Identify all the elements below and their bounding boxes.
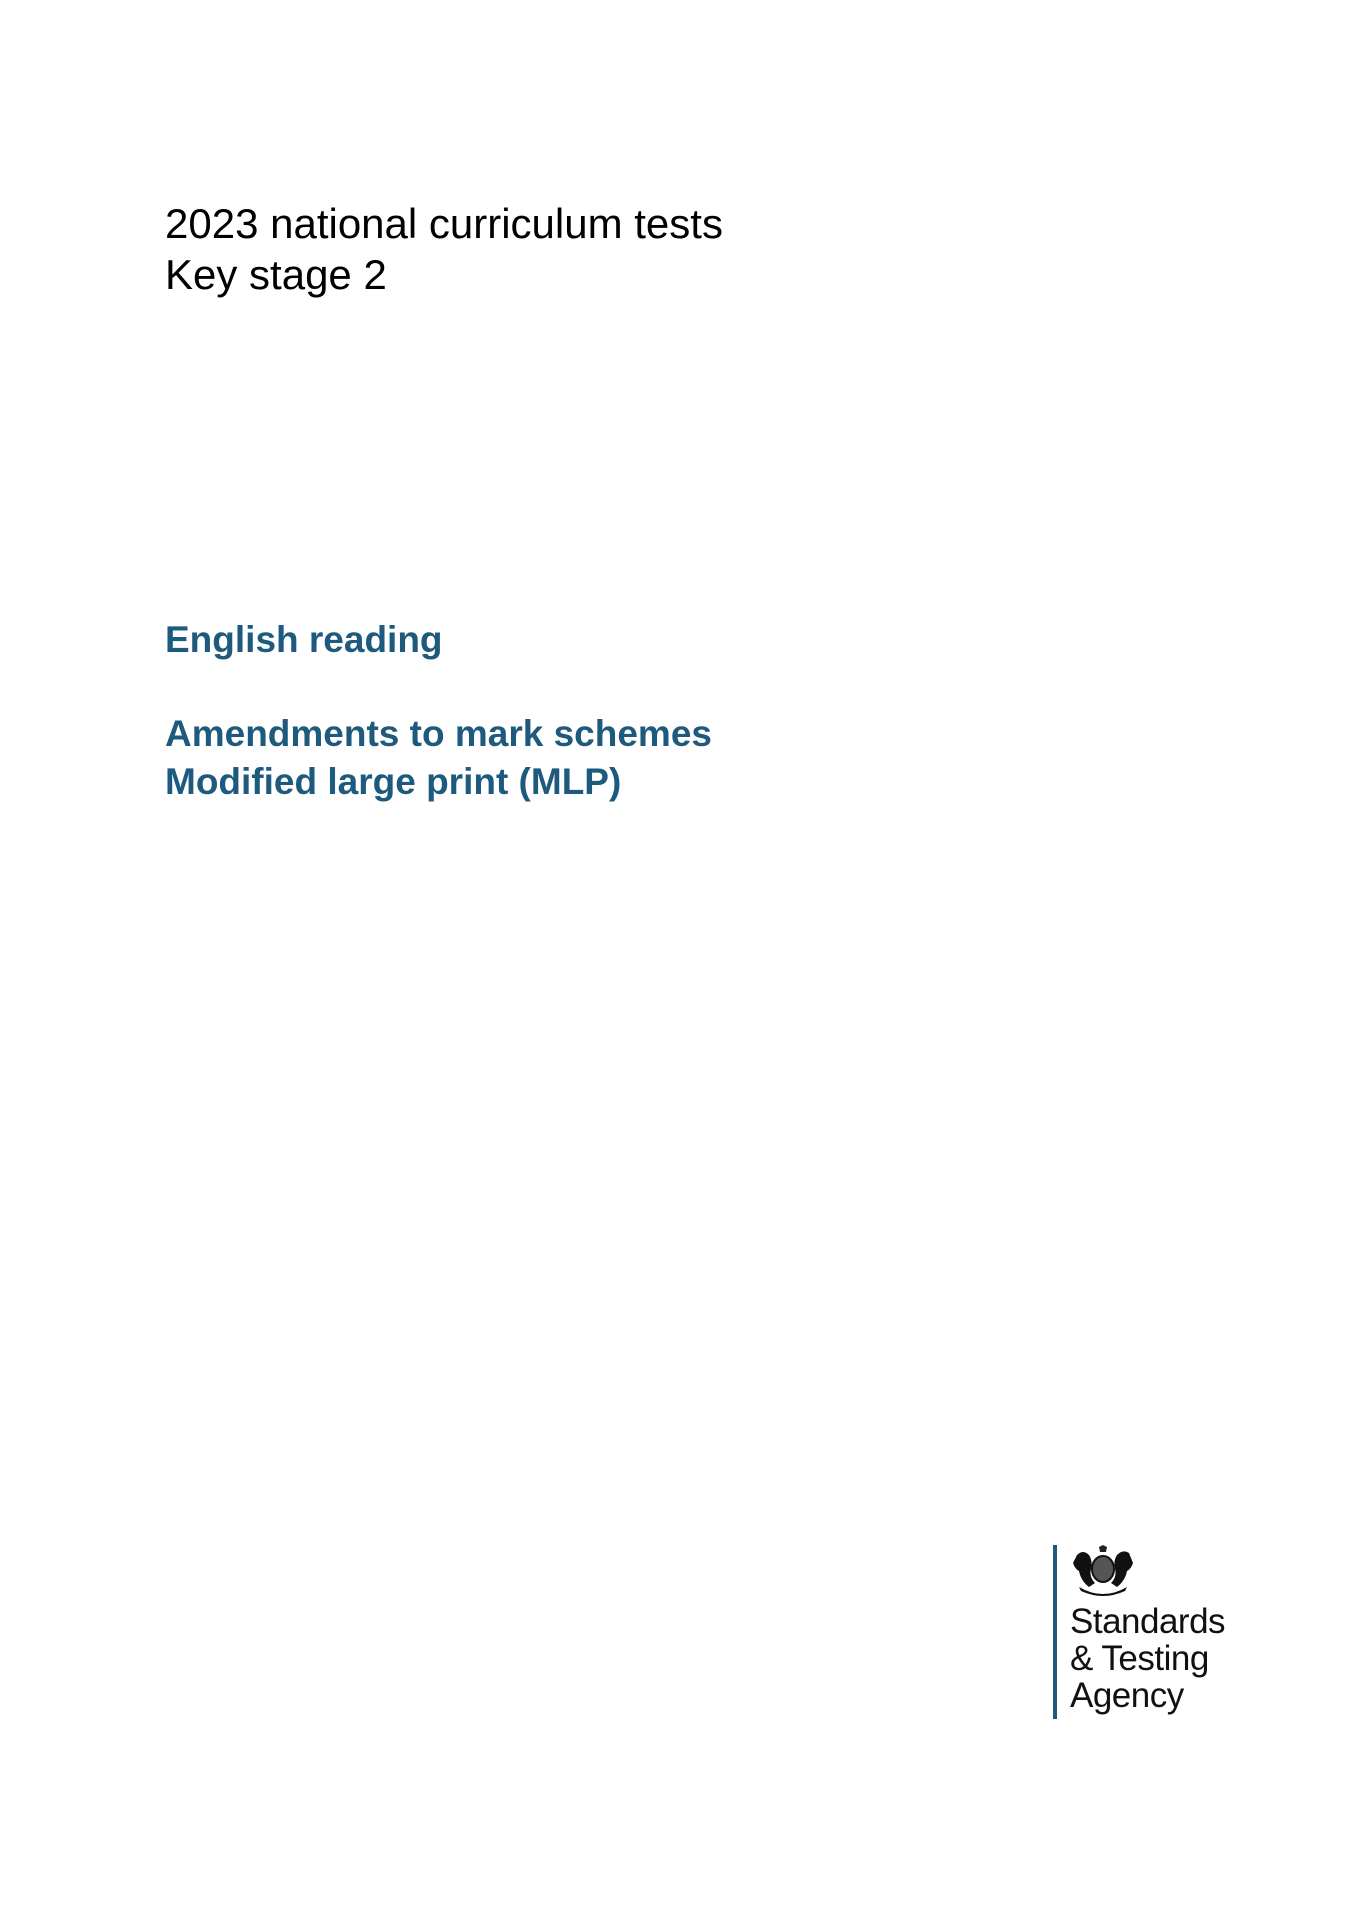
subject-title: English reading bbox=[165, 619, 443, 660]
modified-large-print-title: Modified large print (MLP) bbox=[165, 761, 622, 802]
agency-name bbox=[1070, 1603, 1225, 1714]
sta-logo bbox=[1053, 1545, 1273, 1720]
document-title bbox=[165, 710, 712, 806]
key-stage: Key stage 2 bbox=[165, 251, 387, 298]
document-header bbox=[165, 198, 723, 300]
logo-divider-bar bbox=[1053, 1545, 1057, 1719]
logo-text-testing: & Testing bbox=[1070, 1639, 1209, 1678]
test-title: 2023 national curriculum tests bbox=[165, 200, 723, 247]
amendments-title: Amendments to mark schemes bbox=[165, 713, 712, 754]
logo-text-standards: Standards bbox=[1070, 1602, 1226, 1641]
royal-coat-of-arms-icon bbox=[1069, 1545, 1137, 1597]
logo-text-agency: Agency bbox=[1070, 1676, 1184, 1715]
